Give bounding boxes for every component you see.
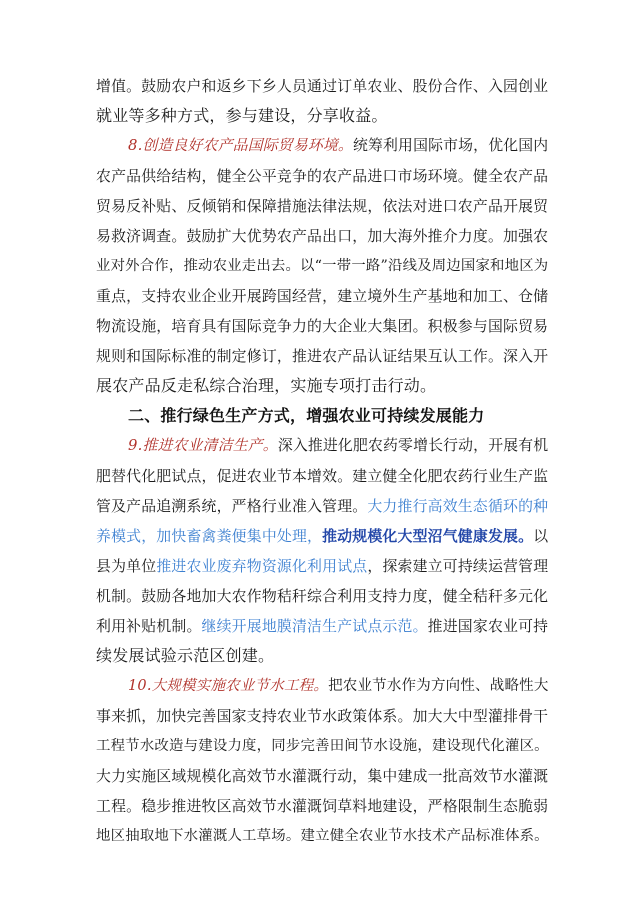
text-run: 肥替代化肥试点，促进农业节本增效。建立健全化肥农药行业生产监 (96, 467, 549, 485)
section-9-title: 9.推进农业清洁生产。 (128, 437, 278, 454)
text-line (96, 552, 548, 580)
text-run: 工程。稳步推进牧区高效节水灌溉饲草料地建设，严格限制生态脆弱 (96, 797, 549, 815)
text-run: 大力实施区域规模化高效节水灌溉行动，集中建成一批高效节水灌溉 (96, 767, 549, 785)
section-10-title: 10.大规模实施农业节水工程。 (128, 678, 329, 694)
text-run: 深入推进化肥农药零增长行动，开展有机 (277, 437, 549, 454)
text-line (96, 462, 548, 490)
text-run: 推进国家农业可持 (427, 617, 549, 635)
text-line (96, 102, 388, 130)
text-run: 把农业节水作为方向性、战略性大 (328, 678, 549, 694)
text-run: 重点，支持农业企业开展跨国经营，建立境外生产基地和加工、仓储 (96, 287, 549, 305)
text-line (96, 492, 548, 520)
text-line (96, 522, 548, 550)
text-run: ，探索建立可持续运营管理 (367, 557, 549, 575)
text-run: 工程节水改造与建设力度，同步完善田间节水设施，建设现代化灌区。 (96, 738, 549, 754)
text-run: 统筹利用国际市场，优化国内 (352, 137, 549, 154)
text-line (96, 612, 548, 640)
text-run: 管及产品追溯系统，严格行业准入管理。 (96, 497, 368, 515)
highlight-run: 养模式，加快畜禽粪便集中处理， (96, 527, 323, 545)
section-heading-text: 二、推行绿色生产方式，增强农业可持续发展能力 (128, 406, 485, 425)
text-line (96, 702, 548, 730)
text-line (96, 642, 274, 670)
text-line (96, 72, 548, 100)
text-run: 利用补贴机制。 (96, 617, 202, 635)
text-line (96, 192, 548, 220)
text-line (96, 822, 549, 850)
text-run: 易救济调查。鼓励扩大优势农产品出口，加大海外推介力度。加强农 (96, 227, 549, 245)
text-run: 地区抽取地下水灌溉人工草场。建立健全农业节水技术产品标准体系。 (96, 828, 549, 844)
text-line (96, 342, 548, 370)
text-line (96, 312, 548, 340)
text-line (96, 162, 548, 190)
text-run: 贸易反补贴、反倾销和保障措施法律法规，依法对进口农产品开展贸 (96, 197, 549, 215)
text-line (96, 252, 548, 280)
text-line (96, 372, 436, 400)
text-run: 展农产品反走私综合治理，实施专项打击行动。 (96, 376, 437, 395)
text-run: 增值。鼓励农户和返乡下乡人员通过订单农业、股份合作、入园创业 (96, 77, 549, 95)
text-run: 县为单位 (96, 557, 157, 575)
text-line (96, 762, 548, 790)
section-heading (128, 402, 484, 430)
text-line (96, 582, 548, 610)
text-run: 以 (533, 527, 549, 545)
text-line (96, 222, 548, 250)
section-10-first-line (128, 672, 549, 700)
text-run: 就业等多种方式，参与建设，分享收益。 (96, 106, 388, 125)
section-8-title: 8.创造良好农产品国际贸易环境。 (128, 137, 353, 154)
text-run: 续发展试验示范区创建。 (96, 646, 275, 665)
text-run: 机制。鼓励各地加大农作物秸秆综合利用支持力度，健全秸秆多元化 (96, 587, 549, 605)
text-run: 事来抓，加快完善国家支持农业节水政策体系。加大大中型灌排骨干 (96, 707, 549, 725)
highlight-run: 大力推行高效生态循环的种 (367, 497, 549, 515)
text-run: 物流设施，培育具有国际竞争力的大企业大集团。积极参与国际贸易 (96, 317, 549, 335)
section-8-first-line (128, 132, 548, 160)
bold-highlight-run: 推动规模化大型沼气健康发展。 (322, 527, 534, 545)
highlight-run: 继续开展地膜清洁生产试点示范。 (201, 617, 428, 635)
section-9-first-line (128, 432, 548, 460)
text-line (96, 732, 549, 760)
text-run: 农产品供给结构，健全公平竞争的农产品进口市场环境。健全农产品 (96, 167, 549, 185)
text-run: 规则和国际标准的制定修订，推进农产品认证结果互认工作。深入开 (96, 347, 549, 365)
highlight-run: 推进农业废弃物资源化利用试点 (156, 557, 368, 575)
text-line (96, 792, 548, 820)
text-run: 业对外合作，推动农业走出去。以“一带一路”沿线及周边国家和地区为 (96, 258, 549, 274)
text-line (96, 282, 548, 310)
